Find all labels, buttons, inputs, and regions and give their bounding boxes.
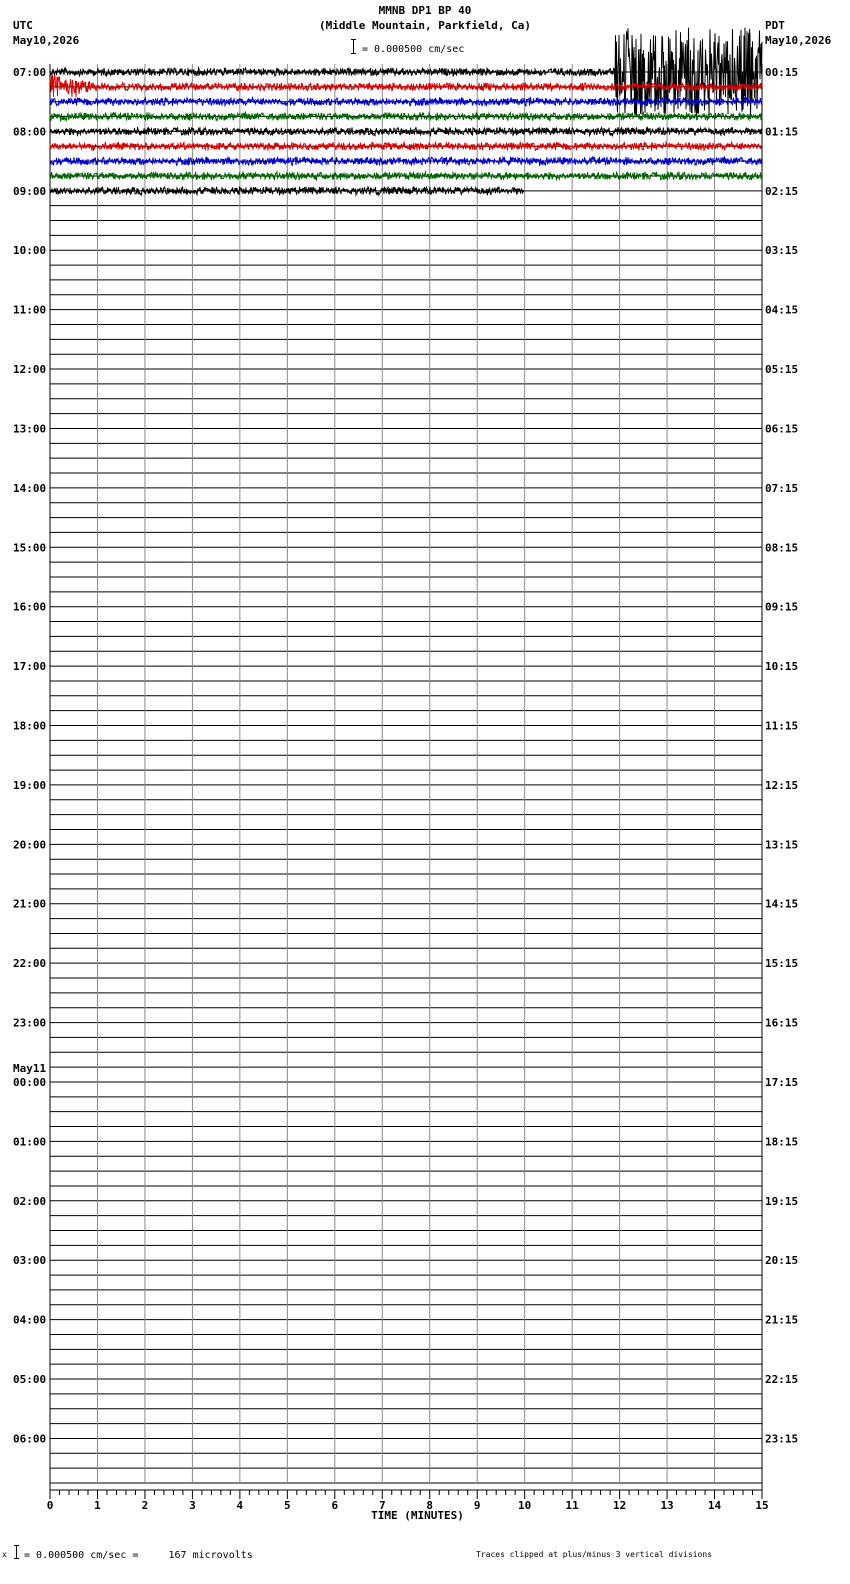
- utc-time-label: 01:00: [13, 1135, 47, 1149]
- x-tick-label: 6: [331, 1499, 339, 1512]
- utc-time-label: 03:00: [13, 1254, 47, 1268]
- utc-time-label: 12:00: [13, 363, 47, 377]
- pdt-time-label: 20:15: [765, 1254, 799, 1268]
- pdt-time-label: 10:15: [765, 660, 799, 674]
- seismic-trace: [50, 157, 762, 166]
- plot-title: MMNB DP1 BP 40: [378, 4, 472, 17]
- utc-time-label: 13:00: [13, 422, 47, 436]
- utc-time-label: 20:00: [13, 838, 47, 852]
- x-tick-label: 4: [236, 1499, 244, 1512]
- x-tick-label: 15: [755, 1499, 769, 1512]
- pdt-time-label: 13:15: [765, 838, 799, 852]
- utc-time-label: 04:00: [13, 1313, 47, 1327]
- x-tick-label: 3: [189, 1499, 196, 1512]
- x-tick-label: 10: [518, 1499, 532, 1512]
- pdt-time-label: 03:15: [765, 244, 799, 258]
- utc-time-label: 05:00: [13, 1373, 47, 1387]
- grid: [50, 64, 762, 1491]
- pdt-time-label: 17:15: [765, 1075, 799, 1089]
- footer-scale-note: = 0.000500 cm/sec = 167 microvolts: [24, 1550, 253, 1561]
- x-tick-label: 0: [46, 1499, 54, 1512]
- pdt-time-label: 19:15: [765, 1194, 799, 1208]
- pdt-time-label: 14:15: [765, 897, 799, 911]
- utc-time-label: 06:00: [13, 1432, 47, 1446]
- x-tick-label: 9: [473, 1499, 481, 1512]
- pdt-time-label: 02:15: [765, 184, 799, 198]
- x-tick-label: 12: [612, 1499, 627, 1512]
- left-timezone: UTC: [13, 19, 33, 32]
- utc-time-label: 10:00: [13, 244, 47, 258]
- utc-time-label: 09:00: [13, 184, 47, 198]
- pdt-time-label: 11:15: [765, 719, 799, 733]
- pdt-time-label: 21:15: [765, 1313, 799, 1327]
- x-tick-label: 8: [426, 1499, 434, 1512]
- pdt-time-label: 23:15: [765, 1432, 799, 1446]
- utc-time-label: 22:00: [13, 957, 47, 971]
- utc-time-label: 07:00: [13, 66, 47, 79]
- x-tick-label: 5: [284, 1499, 291, 1512]
- x-tick-label: 14: [707, 1499, 722, 1512]
- pdt-time-label: 00:15: [765, 66, 799, 79]
- x-tick-label: 11: [565, 1499, 579, 1512]
- x-tick-label: 13: [660, 1499, 674, 1512]
- pdt-time-label: 01:15: [765, 125, 799, 139]
- plot-subtitle: (Middle Mountain, Parkfield, Ca): [319, 19, 531, 32]
- svg-text:x: x: [2, 1550, 7, 1559]
- x-axis-label: TIME (MINUTES): [371, 1509, 464, 1522]
- utc-time-label: 11:00: [13, 303, 47, 317]
- pdt-time-label: 12:15: [765, 778, 799, 792]
- utc-time-label: 23:00: [13, 1016, 47, 1030]
- utc-date-label: May11: [13, 1061, 47, 1075]
- pdt-time-label: 18:15: [765, 1135, 799, 1149]
- pdt-time-label: 06:15: [765, 422, 799, 436]
- x-tick-label: 7: [378, 1499, 386, 1512]
- utc-time-label: 08:00: [13, 125, 47, 139]
- seismic-trace: [50, 127, 762, 136]
- x-tick-label: 1: [94, 1499, 101, 1512]
- pdt-time-label: 22:15: [765, 1373, 799, 1387]
- pdt-time-label: 09:15: [765, 600, 799, 614]
- utc-time-label: 18:00: [13, 719, 47, 733]
- pdt-time-label: 08:15: [765, 541, 799, 555]
- pdt-time-label: 05:15: [765, 363, 799, 377]
- left-date: May10,2026: [13, 34, 80, 47]
- right-date: May10,2026: [765, 34, 832, 47]
- utc-time-label: 19:00: [13, 778, 47, 792]
- utc-time-label: 21:00: [13, 897, 47, 911]
- scale-label: = 0.000500 cm/sec: [362, 44, 465, 55]
- utc-time-label: 17:00: [13, 660, 47, 674]
- utc-time-label: 14:00: [13, 481, 47, 495]
- x-tick-label: 2: [141, 1499, 149, 1512]
- footer-scale-bar-icon: [2, 1544, 22, 1560]
- pdt-time-label: 04:15: [765, 303, 799, 317]
- traces: [50, 28, 762, 196]
- right-timezone: PDT: [765, 19, 785, 32]
- pdt-time-label: 16:15: [765, 1016, 799, 1030]
- utc-time-label: 00:00: [13, 1075, 47, 1089]
- pdt-time-label: 15:15: [765, 957, 799, 971]
- footer-clip-note: Traces clipped at plus/minus 3 vertical divisions: [476, 1550, 713, 1559]
- seismic-trace: [50, 142, 762, 151]
- pdt-time-label: 07:15: [765, 481, 799, 495]
- utc-time-label: 02:00: [13, 1194, 47, 1208]
- utc-time-label: 16:00: [13, 600, 47, 614]
- utc-time-label: 15:00: [13, 541, 47, 555]
